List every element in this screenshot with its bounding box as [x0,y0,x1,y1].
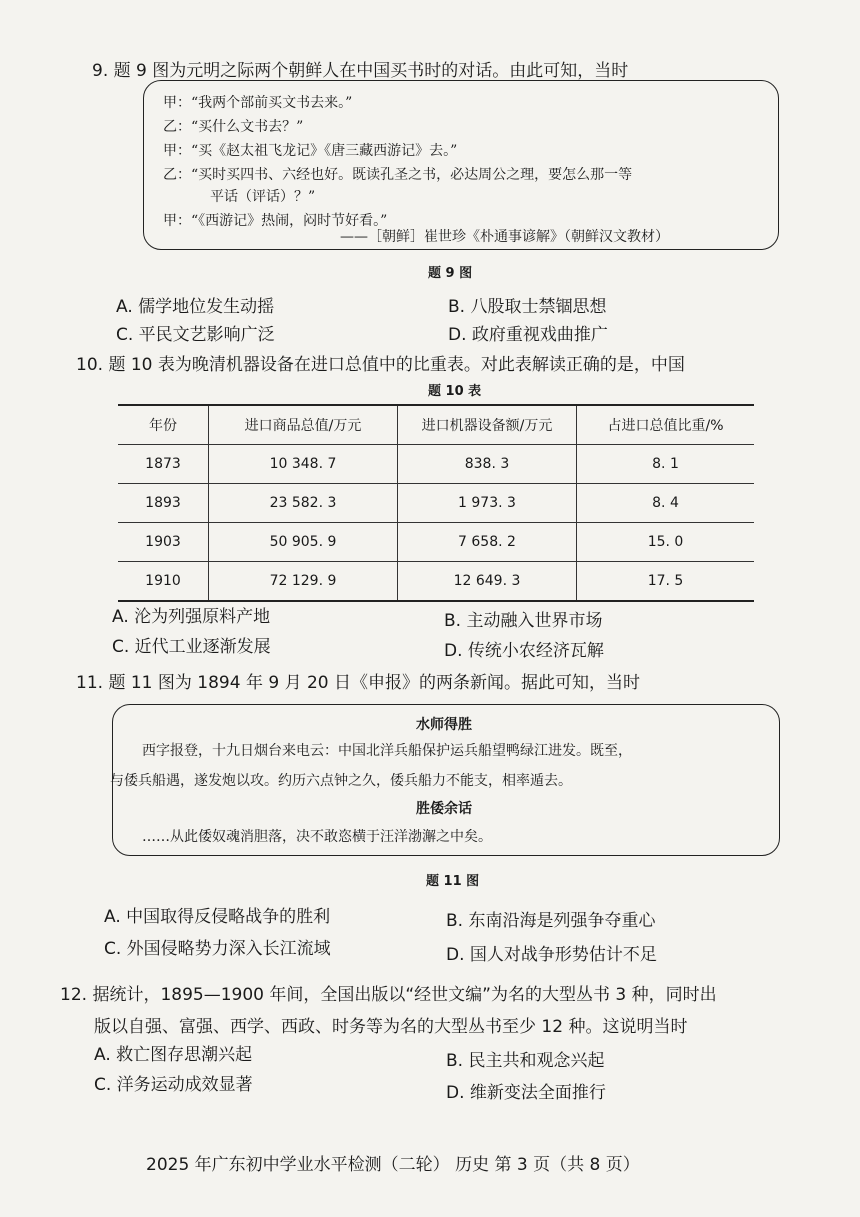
table-cell: 72 129. 9 [209,562,398,602]
option-b[interactable]: B. 主动融入世界市场 [444,611,603,631]
question-11-stem: 11. 题 11 图为 1894 年 9 月 20 日《申报》的两条新闻。据此可知，当时 [76,673,641,693]
table-cell: 1910 [118,562,209,602]
table-row [118,562,754,602]
dialogue-line: 甲：“买《赵太祖飞龙记》《唐三藏西游记》去。” [163,143,458,159]
table-cell: 1893 [118,484,209,523]
option-c[interactable]: C. 近代工业逐渐发展 [112,637,271,657]
dialogue-line: 甲：“《西游记》热闹，闷时节好看。” [163,213,388,229]
table-cell: 8. 1 [577,445,755,484]
table-row [118,445,754,484]
table-header-row [118,405,754,445]
question-12-stem: 12. 据统计，1895—1900 年间，全国出版以“经世文编”为名的大型丛书 3 种，同时出 [60,985,717,1005]
question-12-stem: 版以自强、富强、西学、西政、时务等为名的大型丛书至少 12 种。这说明当时 [94,1017,688,1037]
table-cell: 17. 5 [577,562,755,602]
table-cell: 1903 [118,523,209,562]
option-a[interactable]: A. 沦为列强原料产地 [112,607,271,627]
table-cell: 1873 [118,445,209,484]
header-cell: 占进口总值比重/% [577,405,755,445]
option-a[interactable]: A. 救亡图存思潮兴起 [94,1045,253,1065]
page-footer: 2025 年广东初中学业水平检测（二轮） 历史 第 3 页（共 8 页） [146,1155,640,1175]
dialogue-line: 甲：“我两个部前买文书去来。” [163,95,353,111]
table-row [118,523,754,562]
news-title: 胜倭余话 [416,801,472,817]
option-d[interactable]: D. 国人对战争形势估计不足 [446,945,657,965]
option-c[interactable]: C. 洋务运动成效显著 [94,1075,253,1095]
option-c[interactable]: C. 外国侵略势力深入长江流域 [104,939,331,959]
figure-caption: 题 11 图 [426,874,480,889]
news-title: 水师得胜 [416,717,472,733]
news-body: 与倭兵船遇，遂发炮以攻。约历六点钟之久，倭兵船力不能支，相率遁去。 [110,773,572,789]
question-9-stem: 9. 题 9 图为元明之际两个朝鲜人在中国买书时的对话。由此可知，当时 [92,61,629,81]
option-d[interactable]: D. 政府重视戏曲推广 [448,325,608,345]
table-cell: 12 649. 3 [398,562,577,602]
table-cell: 7 658. 2 [398,523,577,562]
header-cell: 年份 [118,405,209,445]
header-cell: 进口商品总值/万元 [209,405,398,445]
table-cell: 50 905. 9 [209,523,398,562]
table-cell: 8. 4 [577,484,755,523]
dialogue-line: 乙：“买时买四书、六经也好。既读孔圣之书，必达周公之理，要怎么那一等 [163,167,633,183]
news-body: ……从此倭奴魂消胆落，决不敢恣横于汪洋渤澥之中矣。 [142,829,492,845]
news-body: 西字报登，十九日烟台来电云：中国北洋兵船保护运兵船望鸭绿江进发。既至， [142,743,632,759]
option-d[interactable]: D. 维新变法全面推行 [446,1083,606,1103]
table-row [118,484,754,523]
option-d[interactable]: D. 传统小农经济瓦解 [444,641,604,661]
figure-caption: 题 9 图 [428,266,473,281]
table-cell: 15. 0 [577,523,755,562]
option-a[interactable]: A. 儒学地位发生动摇 [116,297,275,317]
option-b[interactable]: B. 民主共和观念兴起 [446,1051,605,1071]
table-cell: 10 348. 7 [209,445,398,484]
dialogue-line: 平话（评话）？” [210,189,316,205]
table-cell: 838. 3 [398,445,577,484]
option-b[interactable]: B. 八股取士禁锢思想 [448,297,607,317]
option-c[interactable]: C. 平民文艺影响广泛 [116,325,275,345]
import-table [118,404,754,602]
question-10-stem: 10. 题 10 表为晚清机器设备在进口总值中的比重表。对此表解读正确的是，中国 [76,355,685,375]
header-cell: 进口机器设备额/万元 [398,405,577,445]
table-cell: 23 582. 3 [209,484,398,523]
source-citation: ——［朝鲜］崔世珍《朴通事谚解》（朝鲜汉文教材） [340,229,669,245]
option-b[interactable]: B. 东南沿海是列强争夺重心 [446,911,656,931]
table-caption: 题 10 表 [428,384,482,399]
option-a[interactable]: A. 中国取得反侵略战争的胜利 [104,907,331,927]
table-cell: 1 973. 3 [398,484,577,523]
dialogue-line: 乙：“买什么文书去？” [163,119,304,135]
